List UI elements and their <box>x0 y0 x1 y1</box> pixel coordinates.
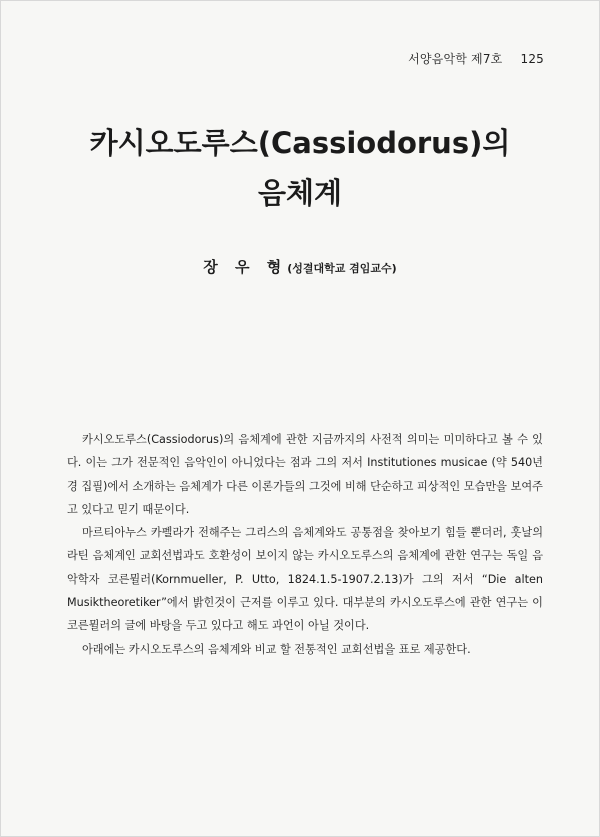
title-line-2: 음체계 <box>257 176 343 210</box>
paragraph-1: 카시오도루스(Cassiodorus)의 음체계에 관한 지금까지의 사전적 의미는 미미하다고 볼 수 있다. 이는 그가 전문적인 음악인이 아니었다는 점과 그의 저서 Institutiones musicae (약 540년경 집필)에서 소개하는 음체계가 다른 이론가들의 그것에 비해 단순하고 피상적인 모습만을 보여주고 있다고 믿기 때문이다. <box>67 433 543 516</box>
journal-name: 서양음악학 제7호 <box>408 52 503 66</box>
page-number: 125 <box>520 52 544 66</box>
body-text <box>67 428 543 661</box>
title-line-1: 카시오도루스(Cassiodorus)의 <box>89 126 511 160</box>
author-affiliation: (성결대학교 겸임교수) <box>287 262 397 275</box>
article-title <box>0 118 600 218</box>
paragraph-3: 아래에는 카시오도루스의 음체계와 비교 할 전통적인 교회선법을 표로 제공한다. <box>82 642 471 656</box>
byline <box>0 256 600 277</box>
author-name: 장 우 형 <box>203 258 288 276</box>
paragraph-2: 마르티아누스 카펠라가 전해주는 그리스의 음체계와도 공통점을 찾아보기 힘들 뿐더러, 훗날의 라틴 음체계인 교회선법과도 호환성이 보이지 않는 카시오도루스의 음체계에 관한 연구는 독일 음악학자 코른뮐러(Kornmueller, P. Utto, 1824.1.5-1907.2.13)가 그의 저서 “Die alten Musiktheoretiker”에서 밝힌것이 근저를 이루고 있다. 대부분의 카시오도루스에 관한 연구는 이 코른뮐러의 글에 바탕을 두고 있다고 해도 과언이 아닐 것이다. <box>67 526 543 633</box>
running-head <box>408 50 544 67</box>
